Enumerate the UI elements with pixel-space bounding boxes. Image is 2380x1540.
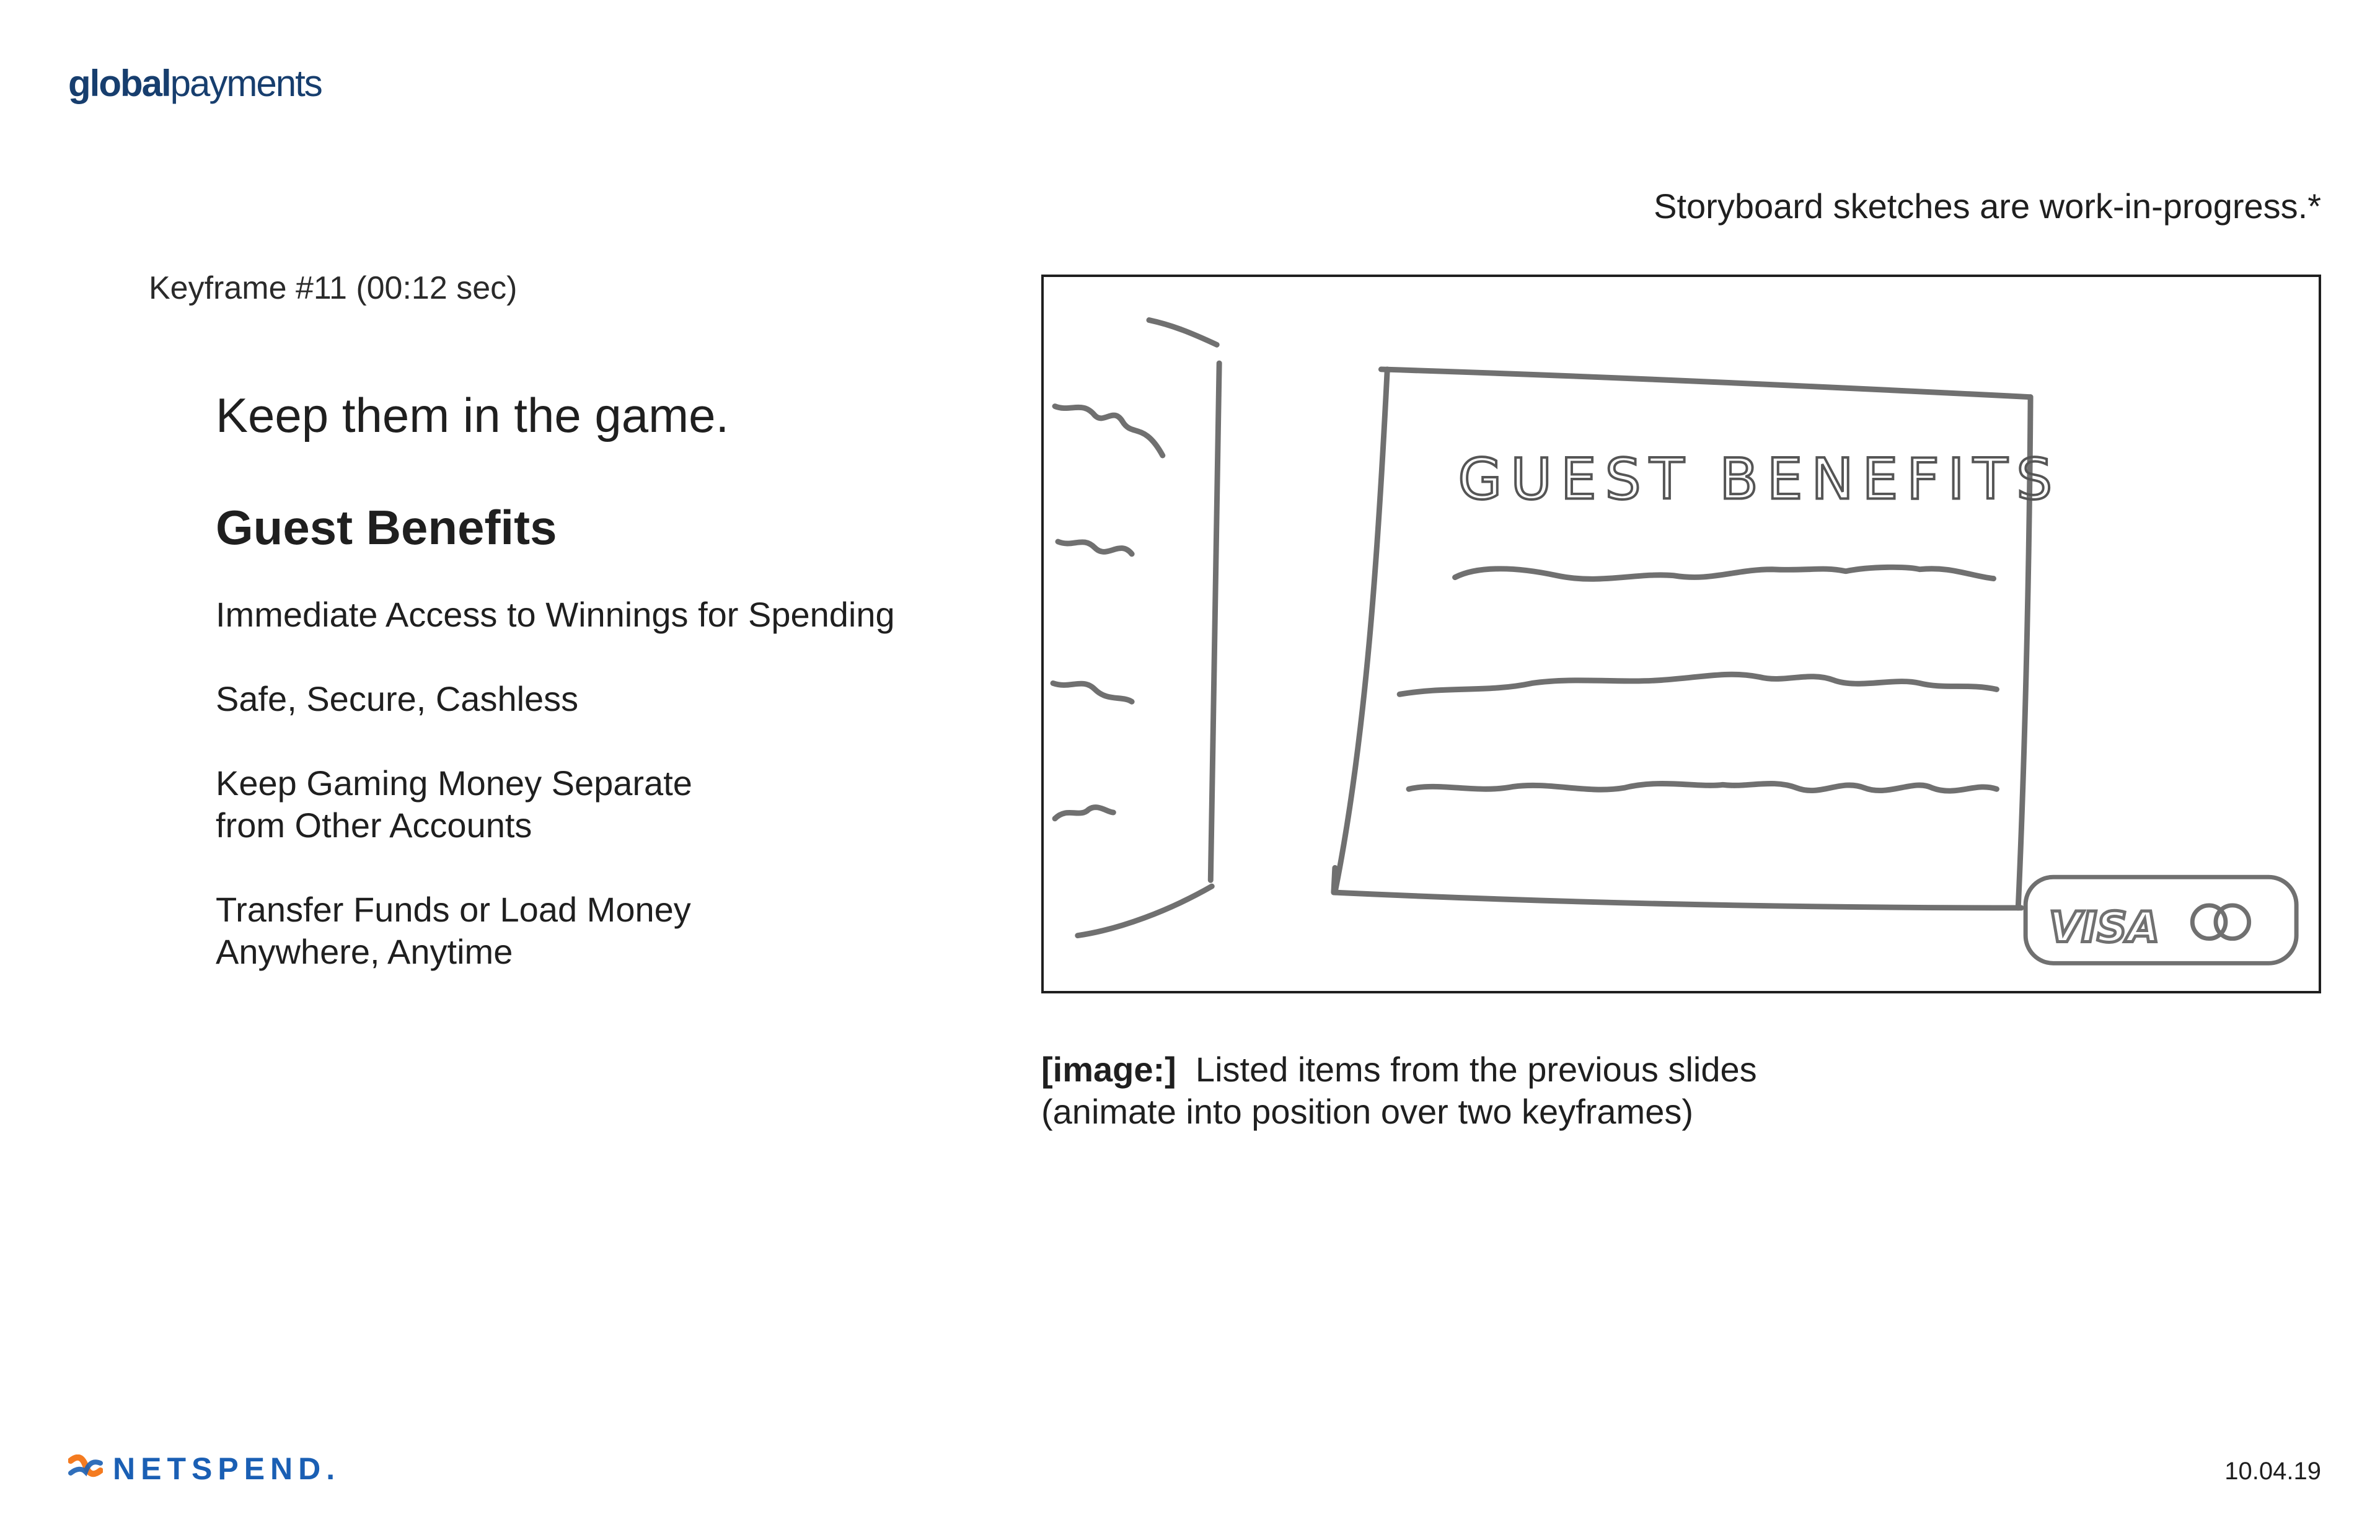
caption-line-1: [1041, 1049, 1757, 1091]
front-card-top: [1381, 369, 2030, 397]
sketch-badge-brand: VISA: [2048, 902, 2160, 952]
back-squiggle-3: [1053, 683, 1132, 702]
back-squiggle-2: [1058, 542, 1132, 554]
logo-bold-text: global: [68, 63, 170, 104]
back-card-outline: [1149, 320, 1217, 345]
back-card-edge: [1210, 363, 1219, 880]
storyboard-sketch-frame: [1041, 275, 2321, 993]
front-card-left: [1335, 369, 1387, 892]
section-heading: Guest Benefits: [216, 500, 557, 555]
caption-text-2: (animate into position over two keyframes): [1041, 1092, 1693, 1131]
benefit-line: Transfer Funds or Load Money: [216, 890, 691, 929]
benefit-line: Safe, Secure, Cashless: [216, 679, 579, 718]
front-card-tick: [1334, 868, 1335, 892]
benefit-line: from Other Accounts: [216, 806, 532, 845]
benefit-item: [216, 678, 578, 720]
disclaimer-text: Storyboard sketches are work-in-progress.*: [1654, 187, 2321, 226]
benefit-line: Anywhere, Anytime: [216, 932, 513, 971]
globalpayments-logo: [68, 62, 322, 105]
storyboard-sketch: [1044, 277, 2319, 991]
netspend-mark-icon: [68, 1454, 103, 1482]
benefit-line: Keep Gaming Money Separate: [216, 763, 692, 803]
benefit-item: [216, 762, 692, 847]
keyframe-label: Keyframe #11 (00:12 sec): [149, 270, 518, 306]
card-line-3: [1409, 783, 1996, 791]
logo-light-text: payments: [170, 63, 322, 104]
sketch-card-title: GUEST BENEFITS: [1458, 446, 2061, 513]
netspend-wordmark: NETSPEND.: [113, 1451, 341, 1486]
back-squiggle-1: [1055, 407, 1163, 455]
caption-tag: [image:]: [1041, 1050, 1176, 1089]
date-stamp: 10.04.19: [2224, 1458, 2321, 1485]
back-squiggle-4: [1055, 807, 1113, 819]
front-card-bottom: [1335, 892, 2021, 908]
benefit-item: [216, 889, 691, 973]
card-line-2: [1399, 674, 1996, 694]
caption-text-1: Listed items from the previous slides: [1195, 1050, 1757, 1089]
benefit-item: [216, 594, 895, 636]
headline: Keep them in the game.: [216, 388, 729, 442]
card-line-1: [1455, 567, 1994, 579]
image-caption: [1041, 1049, 1757, 1133]
back-card-bottom: [1078, 886, 1212, 935]
badge-circle-right: [2216, 905, 2249, 939]
benefit-line: Immediate Access to Winnings for Spending: [216, 595, 895, 634]
